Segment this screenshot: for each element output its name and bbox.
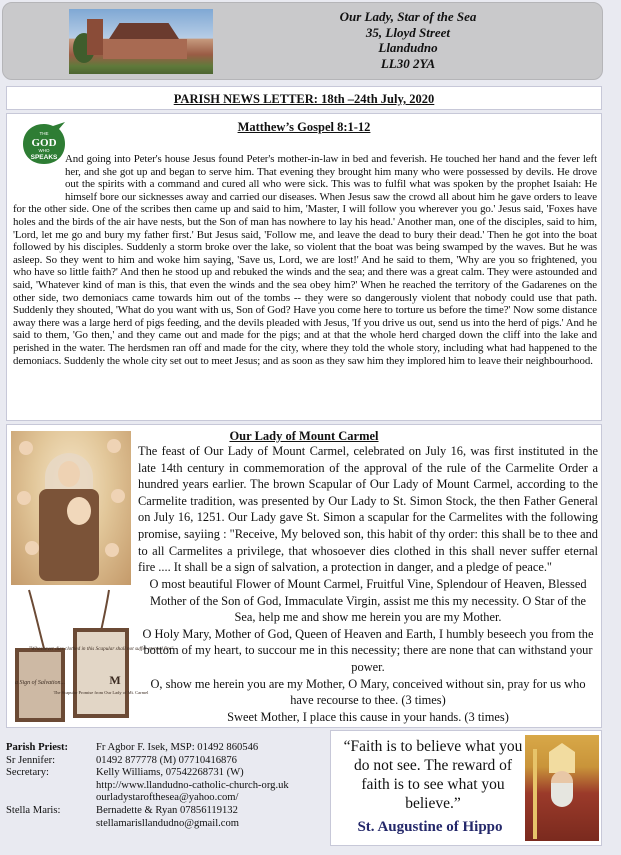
contact-label: Sr Jennifer: [6, 754, 56, 766]
prayer-paragraph: O, show me herein you are my Mother, O Mary, conceived without sin, pray for us who have recourse to thee. (3 times) [150, 676, 586, 708]
contact-value: Bernadette & Ryan 07856119132 [96, 804, 238, 816]
parish-address [333, 9, 483, 71]
carmel-title: Our Lady of Mount Carmel [229, 429, 379, 443]
contact-row [6, 755, 326, 768]
parish-contacts [6, 742, 326, 830]
header-banner [2, 2, 603, 80]
st-augustine-image [525, 735, 599, 841]
address-line: Our Lady, Star of the Sea [339, 9, 477, 24]
gospel-title: Matthew’s Gospel 8:1-12 [237, 120, 371, 134]
contact-label: Secretary: [6, 767, 49, 779]
gospel-title-wrap [7, 120, 601, 135]
scapular-left-text: a Sign of Salvation... [15, 680, 65, 686]
address-line: LL30 2YA [380, 55, 436, 71]
contact-value: Kelly Williams, 07542268731 (W) [96, 767, 244, 779]
contact-row [6, 767, 326, 780]
gospel-section [6, 113, 602, 421]
contact-row [6, 792, 326, 805]
quote-author: St. Augustine of Hippo [357, 819, 503, 835]
carmel-title-wrap [7, 429, 601, 444]
carmel-prayer [138, 576, 598, 725]
contact-value: 01492 877778 (M) 07710416876 [96, 754, 237, 766]
contact-value: Fr Agbor F. Isek, MSP: 01492 860546 [96, 742, 259, 753]
our-lady-of-mount-carmel-image [11, 431, 131, 585]
logo-word: GOD [31, 137, 57, 149]
email-link[interactable]: ourladystarofthesea@yahoo.com/ [96, 792, 239, 804]
prayer-paragraph: O Holy Mary, Mother of God, Queen of Heaven and Earth, I humbly beseech you from the bottom of my heart, to succour me in this necessity; there are none that can withstand your power. [142, 626, 594, 674]
brown-scapular-image [9, 588, 174, 726]
contact-row [6, 780, 326, 793]
contact-row [6, 742, 326, 755]
contact-row [6, 818, 326, 831]
prayer-paragraph: Sweet Mother, I place this cause in your hands. (3 times) [227, 709, 509, 724]
scapular-right-text: "Whosoever dies clothed in this Scapular shall not suffer eternal fire" [28, 646, 174, 652]
prayer-paragraph: O most beautiful Flower of Mount Carmel, Fruitful Vine, Splendour of Heaven, Blessed Mother of the Son of God, Immaculate Virgin, assist me this my necessity. O Star of the Sea, help me and show me herein you are my Mother. [149, 577, 587, 625]
scapular-letter: M [109, 673, 121, 687]
contact-label [6, 780, 96, 793]
quote-box [330, 730, 602, 846]
email-link[interactable]: stellamarisllandudno@gmail.com [96, 817, 240, 829]
contact-label: Parish Priest: [6, 742, 69, 753]
logo-word: WHO [38, 148, 50, 153]
quote-text: “Faith is to believe what you do not see. The reward of faith is to see what you believe.” [343, 738, 523, 812]
scapular-right-small-text: The Scapular Promise from Our Lady of Mt. Carmel [53, 690, 149, 695]
contact-label [6, 818, 96, 831]
contact-label [6, 792, 96, 805]
contact-label: Stella Maris: [6, 804, 61, 816]
carmel-history-text: The feast of Our Lady of Mount Carmel, celebrated on July 16, was first instituted in the late 14th century in commemoration of the approval of the rule of the Carmelite Order a hundred years earlier. The brown Scapular of Our Lady of Mount Carmel, according to the Carmelite tradition, was presented by Our Lady to St. Simon Stock, the then Father General on July 16, 1251. Our Lady gave St. Simon a scapular for the Carmelites with the following promise, sayiing : "Receive, My beloved son, this habit of thy order: this shall be to thee and to all Carmelites a privilege, that whosoever dies clothed in this shall never suffer eternal fire .... It shall be a sign of salvation, a protection in danger, and a pledge of peace." [138, 444, 598, 575]
mount-carmel-section [6, 424, 602, 728]
logo-word: THE [39, 131, 49, 136]
website-link[interactable]: http://www.llandudno-catholic-church-org.uk [96, 779, 289, 791]
address-line: 35, Lloyd Street [365, 24, 451, 40]
contact-row [6, 805, 326, 818]
address-line: Llandudno [378, 40, 438, 55]
gospel-reading-text: And going into Peter's house Jesus found Peter's mother-in-law in bed and feverish. He touched her hand and the fever left her, and she got up and began to serve him. That evening they brought him many who were possessed by devils. He drove out the spirits with a command and cured all who were sick. This was to fulfil what was spoken by the prophet Isaiah: He himself bore our sicknesses away and carried our diseases. When Jesus saw the crowd all about him he gave orders to leave for the other side. One of the scribes then came up and said to him, 'Master, I will follow you wherever you go.' Jesus said, 'Foxes have holes and the birds of the air have nests, but the Son of man has nowhere to lay his head.' Another man, one of the disciples, said to him, 'Lord, let me go and bury my father first.' But Jesus said, 'Follow me, and leave the dead to bury their dead.' Then he got into the boat followed by his disciples. Suddenly a storm broke over the lake, so violent that the boat was being swamped by the waves. But he was asleep. So they went to him and woke him saying, 'Save us, Lord, we are lost!' And he said to them, 'Why are you so frightened, you who have so little faith?' And then he stood up and rebuked the winds and the sea; and there was a great calm. They were astounded and said, 'Whatever kind of man is this, that even the winds and the sea obey him?' When he reached the territory of the Gadarenes on the other side, two demoniacs came towards him out of the tombs -- they were so dangerously violent that nobody could use that path. Suddenly they shouted, 'What do you want with us, Son of God? Have you come here to torture us before the time?' Now some distance away there was a large herd of pigs feeding, and the devils pleaded with Jesus, 'If you drive us out, send us into the herd of pigs.' And he said to them, 'Go then,' and they came out and made for the pigs; and at that the whole herd charged down the cliff into the lake and perished in the water. The herdsmen ran off and made for the city, where they told the whole story, including what had happened to the demoniacs. Suddenly the whole city set out to meet Jesus; and as soon as they saw him they implored him to leave their neighbourhood. [13, 153, 597, 367]
newsletter-title: PARISH NEWS LETTER: 18th –24th July, 2020 [173, 92, 435, 106]
logo-word: SPEAKS [30, 154, 58, 161]
newsletter-title-bar [6, 86, 602, 110]
church-photo [69, 9, 213, 74]
